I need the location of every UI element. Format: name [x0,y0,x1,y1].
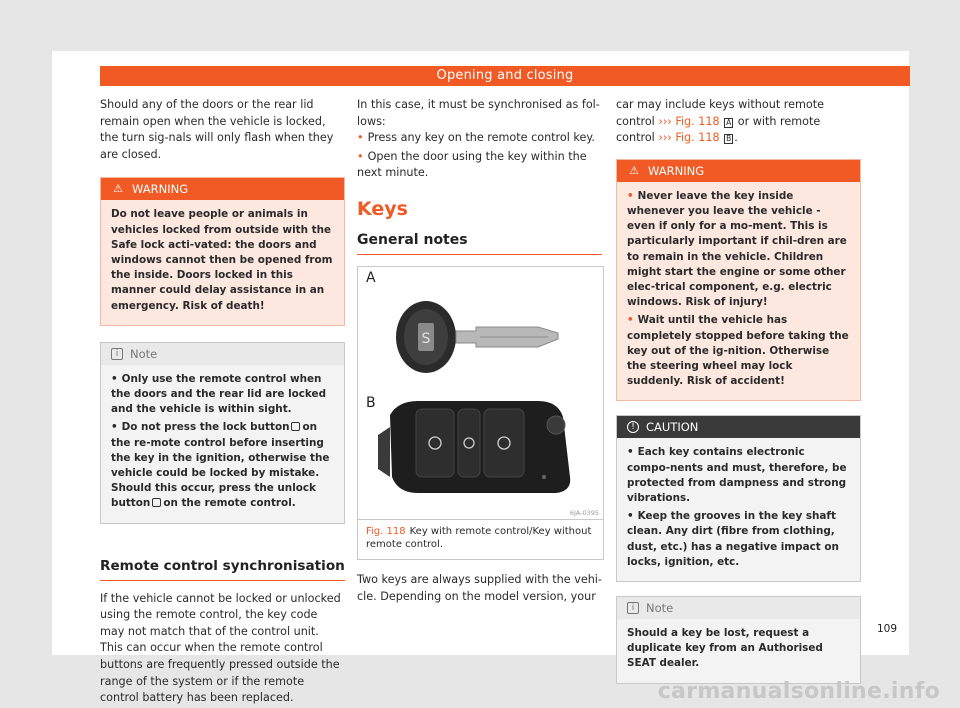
note-text-keys: Should a key be lost, request a duplicate key from an Authorised SEAT dealer. [627,627,823,670]
note-item-1: • Only use the remote control when the doors and the rear lid are locked and the vehicle is within sight. [111,372,327,416]
caution-body [617,438,860,581]
intro-paragraph: Should any of the doors or the rear lid remain open when the vehicle is locked, the turn sig-nals will only flash when they are closed. [100,98,334,161]
keys-paragraph-cont: car may include keys without remote control ››› Fig. 118 A or with remote control ››› Fig. 118 B . [616,98,825,145]
letter-b-badge: B [726,134,732,144]
note-box-keys [616,596,861,684]
warning-triangle-icon: ⚠ [629,163,639,177]
fob-release-button-icon [547,416,565,434]
warning-item-2: • Wait until the vehicle has completely stopped before taking the key out of the ig-nition. Otherwise the steering wheel may lock suddenly. Risk of accident! [627,314,849,388]
keys-paragraph: Two keys are always supplied with the vehi-cle. Depending on the model version, your [357,572,602,603]
warning-text: Do not leave people or animals in vehicles locked from outside with the Safe lock acti-vated: the doors and windows cannot then be opened from the inside. Doors locked in this manner could delay assistance in an emergency. Risk of death! [111,208,333,312]
subheading-remote-sync: Remote control synchronisation [100,558,345,581]
warning-box [100,177,345,325]
warning-body [101,200,344,324]
info-icon: i [111,348,123,360]
caution-header [617,416,860,438]
caution-box [616,415,861,582]
unlock-icon [152,498,161,507]
note-label: Note [130,346,158,361]
note-body-keys [617,619,860,683]
note-label-keys: Note [646,601,674,616]
note-box [100,342,345,524]
warning-triangle-icon: ⚠ [113,182,123,196]
caution-icon: ! [627,421,639,433]
note-item-2: • Do not press the lock button on the re-mote control before inserting the key in the ignition, otherwise the vehicle could be locked by mistake. Should this occur, press the unlock button on the remote control. [111,421,330,510]
step-2: • Open the door using the key within the next minute. [357,149,587,180]
info-icon: i [627,602,639,614]
warning-body-keys [617,182,860,401]
column-2 [357,97,602,605]
caution-label: CAUTION [646,420,699,435]
subsection-general-notes: General notes [357,232,602,255]
figure-label-a: A [366,269,376,286]
fig-ref-a-link[interactable]: ››› Fig. 118 [658,114,720,128]
figure-118 [357,266,604,560]
figure-code: 6JA-0395 [569,508,599,517]
figure-caption: Fig. 118 Key with remote control/Key without remote control. [358,519,603,559]
note-header-keys [617,597,860,619]
letter-a-badge: A [726,117,732,127]
lock-icon [291,422,300,431]
warning-label-keys: WARNING [648,163,705,178]
page-number: 109 [876,623,897,635]
warning-header-keys [617,160,860,182]
warning-box-keys [616,159,861,402]
figure-number: Fig. 118 [366,525,406,537]
key-illustration [358,267,605,519]
column-1 [100,97,345,707]
chapter-header: Opening and closing [100,66,910,86]
watermark: carmanualsonline.info [657,679,940,704]
note-body [101,365,344,523]
caution-item-2: • Keep the grooves in the key shaft clean. Any dirt (fibre from clothing, dust, etc.) has a negative impact on locks, ignition, etc. [627,510,839,568]
figure-artwork [358,267,603,519]
sync-paragraph: If the vehicle cannot be locked or unlocked using the remote control, the key code may not match that of the control unit. This can occur when the remote control buttons are frequently pressed outside the range of the system or if the remote control battery has been replaced. [100,591,341,705]
step-1: • Press any key on the remote control key. [357,131,595,145]
section-title-keys: Keys [357,197,408,220]
note-header [101,343,344,365]
svg-text:S: S [421,330,431,347]
column-3 [616,97,861,684]
figure-label-b: B [366,394,376,411]
warning-item-1: • Never leave the key inside whenever you leave the vehicle - even if only for a mo-ment. This is particularly important if chil-dren are to remain in the vehicle. Children might start the engine or some other elec-trical component, e.g. electric windows. Risk of injury! [627,189,847,309]
caution-item-1: • Each key contains electronic compo-nents and must, therefore, be protected from dampness and strong vibrations. [627,446,847,505]
warning-header [101,178,344,200]
fig-ref-b-link[interactable]: ››› Fig. 118 [658,131,720,145]
warning-label: WARNING [132,182,189,197]
sync-intro: In this case, it must be synchronised as fol-lows: [357,98,600,128]
